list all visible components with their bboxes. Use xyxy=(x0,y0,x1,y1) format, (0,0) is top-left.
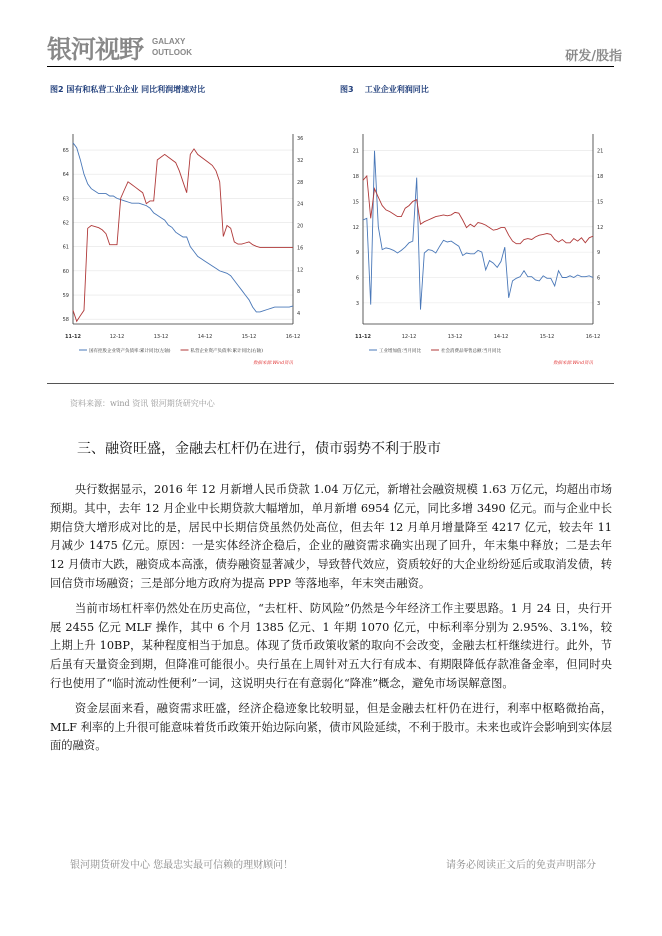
left-tick-label: 6 xyxy=(355,275,359,282)
left-tick-label: 59 xyxy=(62,293,69,300)
right-tick-label: 20 xyxy=(297,223,304,230)
logo-en-2: OUTLOOK xyxy=(152,48,192,57)
chart-fig3 xyxy=(345,128,615,380)
legend-label: 社会消费品零售总额:当月同比 xyxy=(441,349,502,354)
left-tick-label: 9 xyxy=(355,250,359,257)
right-tick-label: 6 xyxy=(597,275,601,282)
paragraph-3: 资金层面来看，融资需求旺盛，经济企稳迹象比较明显，但是金融去杠杆仍在进行，利率中枢略微抬高， MLF 利率的上升很可能意味着货币政策开始边际向紧，债市风险延续，不利于股市。未来也或许会影响到实体层面的融资。 xyxy=(50,701,612,753)
series-line xyxy=(73,149,293,321)
left-tick-label: 60 xyxy=(62,268,69,275)
right-tick-label: 16 xyxy=(297,245,304,252)
right-tick-label: 8 xyxy=(297,289,301,296)
left-tick-label: 64 xyxy=(62,172,69,179)
right-tick-label: 4 xyxy=(297,311,301,318)
right-tick-label: 28 xyxy=(297,179,304,186)
left-tick-label: 61 xyxy=(62,244,69,251)
right-tick-label: 15 xyxy=(597,199,604,206)
x-tick-label: 13-12 xyxy=(447,334,463,340)
x-tick-label: 14-12 xyxy=(197,334,213,340)
right-tick-label: 18 xyxy=(597,174,604,181)
section-heading: 三、融资旺盛，金融去杠杆仍在进行，债市弱势不利于股市 xyxy=(77,441,441,457)
left-tick-label: 21 xyxy=(352,148,359,155)
figure-divider xyxy=(47,383,614,384)
fig-label: 图2 xyxy=(50,85,64,94)
x-tick-label: 15-12 xyxy=(241,334,257,340)
right-tick-label: 3 xyxy=(597,300,601,307)
logo-en-1: GALAXY xyxy=(152,37,186,46)
left-tick-label: 65 xyxy=(62,148,69,155)
footer-right: 请务必阅读正文后的免责声明部分 xyxy=(446,860,596,871)
header-divider xyxy=(47,66,614,67)
left-tick-label: 58 xyxy=(62,317,69,324)
left-tick-label: 63 xyxy=(62,196,69,203)
right-tick-label: 21 xyxy=(597,148,604,155)
logo-en xyxy=(152,36,192,58)
legend-label: 私营企业资产负债率:累计同比(右轴) xyxy=(190,349,264,354)
paragraph-1: 央行数据显示，2016 年 12 月新增人民币贷款 1.04 万亿元，新增社会融资规模 1.63 万亿元，均超出市场预期。其中，去年 12 月企业中长期贷款大幅增加，单月新增 6954 亿元，同比多增 3490 亿元。而与企业中长期信贷大增形成对比的是，居民中长期信贷虽然仍处高位，但去年 12 月单月增量降至 4217 亿元，较去年 11 月减少 1475 亿元。原因：一是实体经济企稳后，企业的融资需求确实出现了回升，年末集中释放；二是去年 12 月债市大跌，融资成本高涨，债券融资显著减少，导致替代效应，资质较好的大企业纷纷延后或取消发债，转回信贷市场融资；三是部分地方政府为提高 PPP 等落地率，年末突击融资。 xyxy=(50,483,612,590)
left-tick-label: 15 xyxy=(352,199,359,206)
x-tick-label: 11-12 xyxy=(355,334,371,340)
logo: 银河视野 xyxy=(47,35,144,64)
source-line: 资料来源：wind 资讯 银河期货研究中心 xyxy=(70,399,215,408)
legend-label: 国有控股企业资产负债率:累计同比(左轴) xyxy=(89,349,171,354)
right-tick-label: 32 xyxy=(297,157,304,164)
x-tick-label: 16-12 xyxy=(285,334,301,340)
figure-2-title xyxy=(50,84,205,95)
right-tick-label: 12 xyxy=(297,267,304,274)
legend-label: 工业增加值:当月同比 xyxy=(379,349,422,354)
fig-label: 图3 xyxy=(340,85,354,94)
x-tick-label: 15-12 xyxy=(539,334,555,340)
x-tick-label: 12-12 xyxy=(109,334,125,340)
fig-title: 工业企业利润同比 xyxy=(364,85,429,94)
series-line xyxy=(363,176,593,244)
chart-source-note: 数据来源:Wind资讯 xyxy=(253,361,293,366)
figure-3-title xyxy=(340,84,429,95)
left-tick-label: 12 xyxy=(352,224,359,231)
x-tick-label: 13-12 xyxy=(153,334,169,340)
left-tick-label: 18 xyxy=(352,174,359,181)
series-line xyxy=(363,151,593,310)
right-tick-label: 36 xyxy=(297,136,304,142)
right-tick-label: 12 xyxy=(597,224,604,231)
chart-fig2 xyxy=(55,128,315,380)
chart-source-note: 数据来源:Wind资讯 xyxy=(553,361,593,366)
series-line xyxy=(73,143,293,312)
right-tick-label: 24 xyxy=(297,201,304,208)
x-tick-label: 16-12 xyxy=(585,334,601,340)
x-tick-label: 12-12 xyxy=(401,334,417,340)
x-tick-label: 11-12 xyxy=(65,334,81,340)
left-tick-label: 62 xyxy=(62,220,69,227)
footer-left: 银河期货研发中心 您最忠实最可信赖的理财顾问！ xyxy=(70,860,294,871)
paragraph-2: 当前市场杠杆率仍然处在历史高位，“去杠杆、防风险”仍然是今年经济工作主要思路。1 月 24 日，央行开展 2455 亿元 MLF 操作，其中 6 个月 1385 亿元、1 年期 1070 亿元，中标利率分别为 2.95%、3.1%，较上期上升 10BP，某种程度相当于加息。体现了货币政策收紧的取向不会改变，金融去杠杆继续进行。此外，节后虽有天量资金到期，但降准可能很小。央行虽在上周针对五大行有成本、有期限降低存款准备金率，但同时央行也使用了“临时流动性便利”一词，这说明央行在有意弱化“降准”概念，避免市场误解意图。 xyxy=(50,601,612,690)
body-text xyxy=(50,481,612,762)
x-tick-label: 14-12 xyxy=(493,334,509,340)
section-label: 研发/股指 xyxy=(565,49,622,64)
right-tick-label: 9 xyxy=(597,250,601,257)
fig-title: 国有和私营工业企业 同比利润增速对比 xyxy=(66,85,206,94)
left-tick-label: 3 xyxy=(355,300,359,307)
